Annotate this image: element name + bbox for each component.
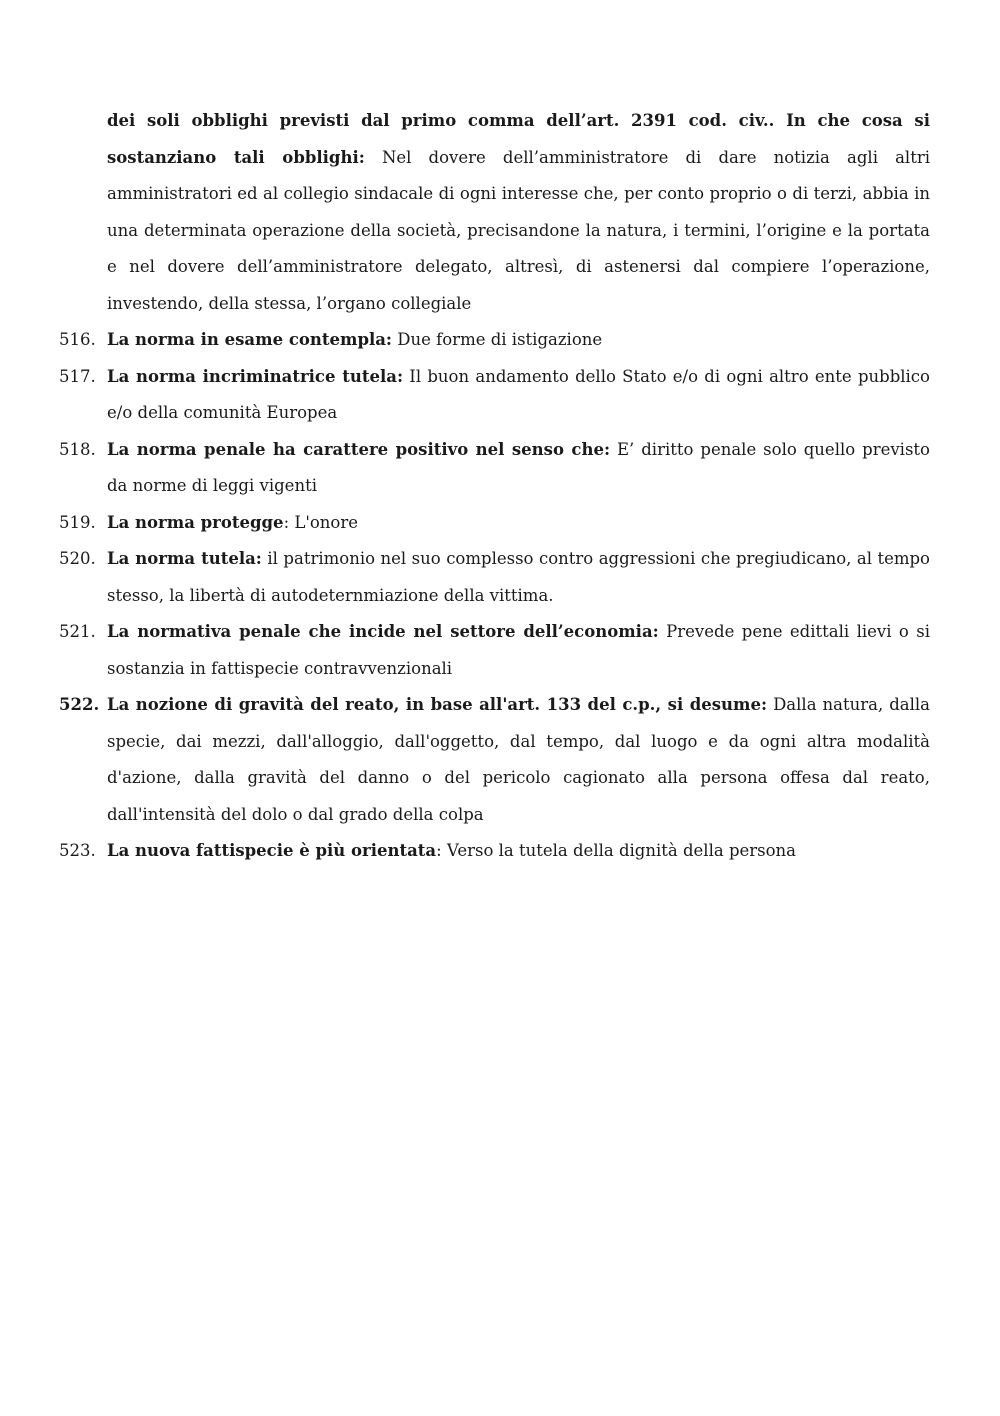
list-item [107, 103, 930, 322]
list-item [59, 322, 930, 359]
entry-number: 523. [59, 841, 96, 860]
entry-answer: E’ diritto penale solo quello previsto da norme di leggi vigenti [107, 439, 930, 495]
entry-number: 521. [59, 622, 96, 641]
entry-answer: Due forme di istigazione [392, 330, 603, 349]
entry-answer: il patrimonio nel suo complesso contro aggressioni che pregiudicano, al tempo stesso, la libertà di autodeternmiazione della vittima. [107, 549, 930, 605]
entry-number: 522. [59, 695, 100, 714]
entry-list [59, 103, 930, 870]
entry-number: 520. [59, 549, 96, 568]
entry-number: 518. [59, 439, 96, 459]
entry-question: La nozione di gravità del reato, in base all'art. 133 del c.p., si desume: [107, 695, 768, 714]
entry-answer: Il buon andamento dello Stato e/o di ogni altro ente pubblico e/o della comunità Europea [107, 366, 930, 422]
entry-number: 517. [59, 366, 96, 386]
entry-answer: Prevede pene edittali lievi o si sostanzia in fattispecie contravvenzionali [107, 622, 930, 678]
entry-question: La normativa penale che incide nel settore dell’economia: [107, 622, 659, 641]
list-item [59, 687, 930, 833]
entry-question: La norma penale ha carattere positivo nel senso che: [107, 439, 611, 459]
entry-answer: Dalla natura, dalla specie, dai mezzi, dall'alloggio, dall'oggetto, dal tempo, dal luogo e da ogni altra modalità d'azione, dalla gravità del danno o del pericolo cagionato alla persona offesa dal reato, dall'intensità del dolo o dal grado della colpa [107, 695, 930, 824]
entry-question: La nuova fattispecie è più orientata [107, 841, 437, 860]
list-item [59, 541, 930, 614]
list-item [59, 359, 930, 432]
entry-question: La norma protegge [107, 512, 284, 532]
list-item [59, 505, 930, 542]
entry-question: La norma incriminatrice tutela: [107, 366, 404, 386]
list-item [59, 833, 930, 870]
entry-answer: : L'onore [283, 512, 359, 532]
entry-number: 516. [59, 330, 96, 349]
list-item [59, 432, 930, 505]
entry-question: La norma in esame contempla: [107, 330, 393, 349]
entry-question: La norma tutela: [107, 549, 262, 568]
entry-answer: : Verso la tutela della dignità della persona [436, 841, 797, 860]
entry-number: 519. [59, 512, 96, 532]
entry-question: dei soli obblighi previsti dal primo comma dell’art. 2391 cod. civ.. In che cosa si sostanziano tali obblighi: [107, 111, 930, 167]
list-item [59, 614, 930, 687]
entry-answer: Nel dovere dell’amministratore di dare notizia agli altri amministratori ed al collegio sindacale di ogni interesse che, per conto proprio o di terzi, abbia in una determinata operazione della società, precisandone la natura, i termini, l’origine e la portata e nel dovere dell’amministratore delegato, altresì, di astenersi dal compiere l’operazione, investendo, della stessa, l’organo collegiale [107, 147, 930, 313]
